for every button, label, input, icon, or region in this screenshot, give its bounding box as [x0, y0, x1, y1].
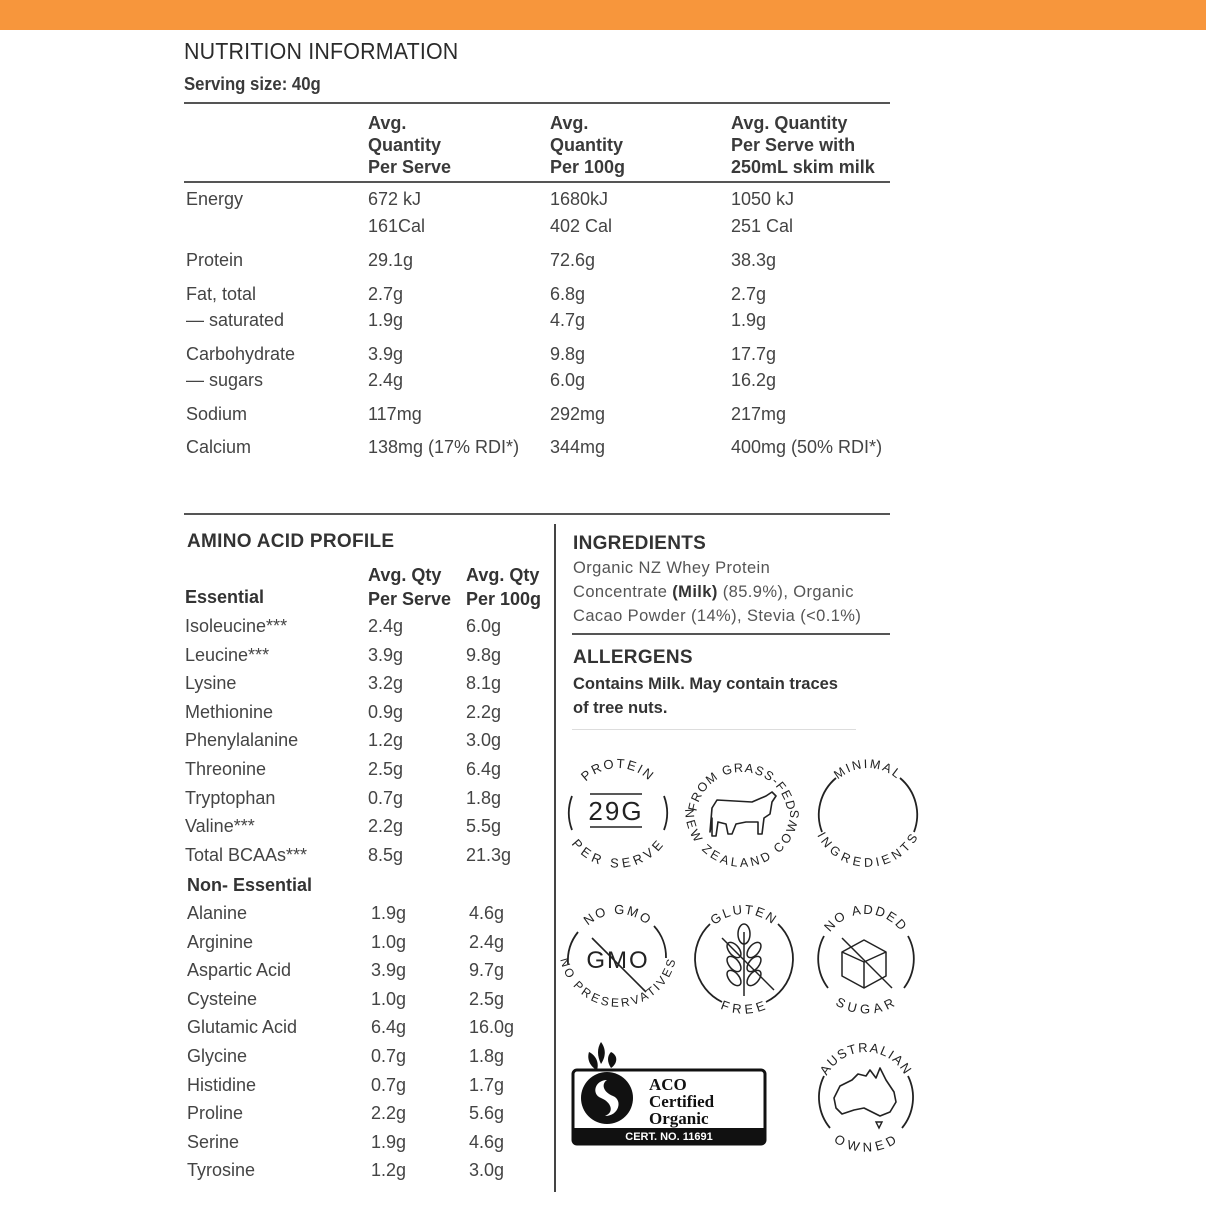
amino-name: Tryptophan	[185, 787, 276, 808]
col-header-line: Quantity	[368, 135, 442, 155]
col-header-line: Avg.	[550, 113, 589, 133]
svg-text:PROTEIN	[578, 756, 658, 784]
amino-per-serve: 1.2g	[371, 1160, 407, 1181]
no-gmo-icon	[558, 898, 678, 1018]
badge-top-text: FROM GRASS-FED	[685, 760, 799, 813]
minimal-ingredients-icon	[808, 752, 928, 872]
amino-name: Leucine***	[185, 644, 270, 665]
badge-top-text: PROTEIN	[578, 755, 658, 784]
nutrient-value: 161Cal	[368, 216, 426, 236]
amino-per-100g: 2.2g	[466, 701, 502, 722]
nutrient-value: 72.6g	[550, 250, 596, 270]
amino-per-serve: 0.7g	[371, 1046, 407, 1066]
col-header-line: Avg. Qty	[368, 565, 442, 585]
essential-label: Essential	[185, 587, 265, 607]
serving-size: Serving size: 40g	[184, 74, 321, 94]
nutrient-value: 2.4g	[368, 370, 404, 390]
nutrient-value: 344mg	[550, 437, 606, 457]
nutrient-value: 292mg	[550, 404, 606, 424]
amino-title: AMINO ACID PROFILE	[187, 531, 395, 552]
nutrient-value: 4.7g	[550, 310, 586, 330]
col-header-line: Per 100g	[466, 589, 542, 609]
badge-bottom-text: INGREDIENTS	[814, 829, 922, 870]
amino-per-serve: 1.2g	[368, 730, 404, 751]
col-header-line: Avg.	[368, 113, 407, 133]
amino-name: Arginine	[187, 931, 254, 952]
badge-bottom-text: FREE	[719, 997, 769, 1017]
ingredients-segment: (85.9%), Organic	[717, 583, 854, 601]
col-header-line: Per Serve	[368, 157, 452, 177]
amino-per-100g: 2.5g	[469, 988, 505, 1009]
col-header-line: Per Serve with	[731, 135, 856, 155]
australia-map-icon	[806, 1036, 926, 1156]
amino-per-100g: 9.7g	[469, 960, 505, 981]
svg-text:NO ADDED	[821, 902, 911, 935]
nutrient-value: 1.9g	[368, 310, 404, 330]
amino-per-100g: 9.8g	[466, 644, 502, 665]
amino-name: Lysine	[185, 673, 237, 694]
ingredients-line	[573, 580, 861, 604]
amino-per-serve: 3.2g	[368, 673, 404, 694]
divider	[572, 729, 856, 730]
allergens-line: of tree nuts.	[573, 699, 668, 717]
amino-name: Tyrosine	[187, 1160, 256, 1181]
nutrient-value: 16.2g	[731, 370, 777, 390]
amino-name: Valine***	[185, 816, 255, 837]
svg-text:NEW ZEALAND COWS	[682, 808, 802, 870]
amino-name: Cysteine	[187, 988, 258, 1009]
amino-name: Methionine	[185, 701, 274, 722]
amino-per-serve: 6.4g	[371, 1017, 407, 1038]
protein-badge-icon	[558, 752, 678, 872]
allergens-title: ALLERGENS	[573, 647, 693, 668]
ingredients-text	[573, 556, 861, 628]
nutrient-label: Carbohydrate	[186, 344, 296, 364]
nutrient-value: 1680kJ	[550, 189, 609, 209]
svg-text:NO GMO	[581, 902, 656, 928]
svg-text:FREE	[719, 997, 769, 1017]
aco-cert-number: CERT. NO. 11691	[625, 1131, 713, 1143]
amino-per-100g: 1.8g	[469, 1046, 505, 1066]
divider	[184, 181, 890, 183]
nutrient-value: 217mg	[731, 404, 787, 424]
amino-per-100g: 6.0g	[466, 616, 502, 636]
column-divider	[554, 524, 556, 1192]
allergen-highlight: (Milk)	[672, 583, 718, 601]
badge-bottom-text: PER SERVE	[568, 836, 668, 871]
col-header-with-milk	[731, 112, 875, 178]
nutrient-value: 402 Cal	[550, 216, 613, 236]
badge-bottom-text: NO PRESERVATIVES	[558, 956, 678, 1010]
badge-top-text: AUSTRALIAN	[816, 1039, 916, 1078]
col-header-line: Quantity	[550, 135, 624, 155]
amino-per-serve: 0.7g	[368, 787, 404, 808]
nutrient-label: Fat, total	[186, 284, 257, 304]
svg-text:INGREDIENTS	[814, 830, 921, 870]
svg-text:FROM GRASS-FED	[686, 761, 799, 813]
cow-icon	[682, 752, 802, 872]
amino-per-100g: 5.6g	[469, 1103, 505, 1124]
svg-text:SUGAR	[834, 994, 899, 1016]
svg-text:PER SERVE	[569, 836, 667, 871]
col-header-line: Avg. Qty	[466, 565, 540, 585]
svg-text:OWNED	[832, 1131, 901, 1155]
col-header-line: Per Serve	[368, 589, 452, 609]
nutrient-label: Energy	[186, 189, 244, 209]
amino-per-100g: 4.6g	[469, 1131, 505, 1152]
col-header-line: 250mL skim milk	[731, 157, 875, 177]
ingredients-title: INGREDIENTS	[573, 533, 707, 554]
allergens-line: Contains Milk. May contain traces	[573, 675, 838, 693]
amino-col-per-100g	[466, 563, 541, 611]
nutrient-value: 1050 kJ	[731, 189, 795, 209]
divider	[184, 513, 890, 515]
nutrient-value: 6.8g	[550, 284, 586, 304]
aco-line-1: ACO	[649, 1075, 687, 1094]
nutrient-label: — saturated	[186, 310, 285, 330]
col-header-per-serve	[368, 112, 451, 178]
amino-name: Phenylalanine	[185, 730, 299, 751]
amino-per-serve: 1.0g	[371, 931, 407, 952]
nutrient-value: 2.7g	[368, 284, 404, 304]
amino-name: Aspartic Acid	[187, 960, 292, 981]
col-header-per-100g	[550, 112, 625, 178]
nutrient-value: 2.7g	[731, 284, 767, 304]
amino-per-serve: 2.2g	[371, 1103, 407, 1124]
ingredients-line: Cacao Powder (14%), Stevia (<0.1%)	[573, 607, 862, 625]
nutrient-value: 3.9g	[368, 344, 404, 364]
amino-name: Threonine	[185, 759, 267, 779]
amino-per-100g: 2.4g	[469, 931, 505, 952]
nutrient-value: 117mg	[368, 404, 422, 424]
svg-text:AUSTRALIAN	[817, 1040, 916, 1078]
amino-per-100g: 21.3g	[466, 844, 512, 865]
amino-per-100g: 3.0g	[466, 730, 502, 751]
aco-line-3: Organic	[649, 1109, 709, 1128]
amino-name: Histidine	[187, 1074, 257, 1095]
nutrient-value: 6.0g	[550, 370, 586, 390]
badge-value: 29G	[588, 796, 644, 826]
nutrient-value: 1.9g	[731, 310, 767, 330]
amino-per-serve: 1.9g	[371, 903, 407, 923]
sugar-cube-icon	[806, 898, 926, 1018]
amino-name: Isoleucine***	[185, 616, 288, 636]
badge-top-text: NO ADDED	[820, 901, 912, 935]
amino-per-100g: 4.6g	[469, 903, 505, 923]
amino-name: Glycine	[187, 1046, 248, 1066]
badge-bottom-text: NEW ZEALAND COWS	[682, 808, 802, 870]
amino-name: Glutamic Acid	[187, 1017, 298, 1038]
nutrient-value: 29.1g	[368, 250, 414, 270]
nutrient-value: 672 kJ	[368, 189, 422, 209]
amino-per-serve: 1.9g	[371, 1131, 407, 1152]
badge-top-text: MINIMAL	[831, 756, 905, 783]
amino-per-100g: 6.4g	[466, 759, 502, 779]
amino-per-serve: 1.0g	[371, 988, 407, 1009]
ingredients-line: Organic NZ Whey Protein	[573, 559, 771, 577]
nutrient-value: 17.7g	[731, 344, 777, 364]
col-header-line: Avg. Quantity	[731, 113, 848, 133]
amino-per-serve: 3.9g	[368, 644, 404, 665]
badge-center-text: GMO	[586, 947, 650, 974]
amino-per-100g: 1.7g	[469, 1074, 505, 1095]
allergens-text	[573, 672, 838, 720]
divider	[184, 102, 890, 104]
nutrient-value: 9.8g	[550, 344, 586, 364]
amino-per-serve: 0.7g	[371, 1074, 407, 1095]
amino-per-serve: 2.2g	[368, 816, 404, 837]
amino-name: Total BCAAs***	[185, 844, 308, 865]
amino-per-serve: 2.4g	[368, 616, 404, 636]
amino-per-serve: 2.5g	[368, 759, 404, 779]
amino-per-100g: 3.0g	[469, 1160, 505, 1181]
nutrition-title: NUTRITION INFORMATION	[184, 38, 459, 64]
amino-per-100g: 1.8g	[466, 787, 502, 808]
col-header-line: Per 100g	[550, 157, 626, 177]
nutrient-label: — sugars	[186, 370, 264, 390]
amino-col-per-serve	[368, 563, 451, 611]
aco-logo-icon	[571, 1040, 767, 1148]
nutrient-value: 400mg (50% RDI*)	[731, 437, 883, 457]
svg-text:MINIMAL	[831, 757, 905, 782]
nutrient-label: Calcium	[186, 437, 252, 457]
nutrient-value: 138mg (17% RDI*)	[368, 437, 520, 457]
badge-top-text: NO GMO	[580, 901, 656, 929]
amino-per-100g: 5.5g	[466, 816, 502, 837]
amino-per-serve: 0.9g	[368, 701, 404, 722]
amino-per-serve: 3.9g	[371, 960, 407, 981]
amino-per-serve: 8.5g	[368, 844, 404, 865]
ingredients-segment: Concentrate	[573, 583, 673, 601]
amino-per-100g: 16.0g	[469, 1017, 515, 1038]
nutrient-label: Sodium	[186, 404, 248, 424]
badge-bottom-text: SUGAR	[833, 994, 899, 1017]
divider	[572, 633, 890, 635]
amino-name: Alanine	[187, 903, 248, 923]
nutrient-label: Protein	[186, 250, 244, 270]
non-essential-label: Non- Essential	[187, 875, 313, 895]
amino-name: Proline	[187, 1103, 244, 1124]
badge-top-text: GLUTEN	[707, 901, 781, 928]
amino-per-100g: 8.1g	[466, 673, 502, 694]
badge-bottom-text: OWNED	[831, 1131, 901, 1155]
orange-header-bar	[0, 0, 1206, 30]
aco-line-2: Certified	[649, 1092, 715, 1111]
nutrient-value: 251 Cal	[731, 216, 794, 236]
amino-name: Serine	[187, 1131, 240, 1152]
wheat-icon	[684, 898, 804, 1018]
nutrient-value: 38.3g	[731, 250, 777, 270]
